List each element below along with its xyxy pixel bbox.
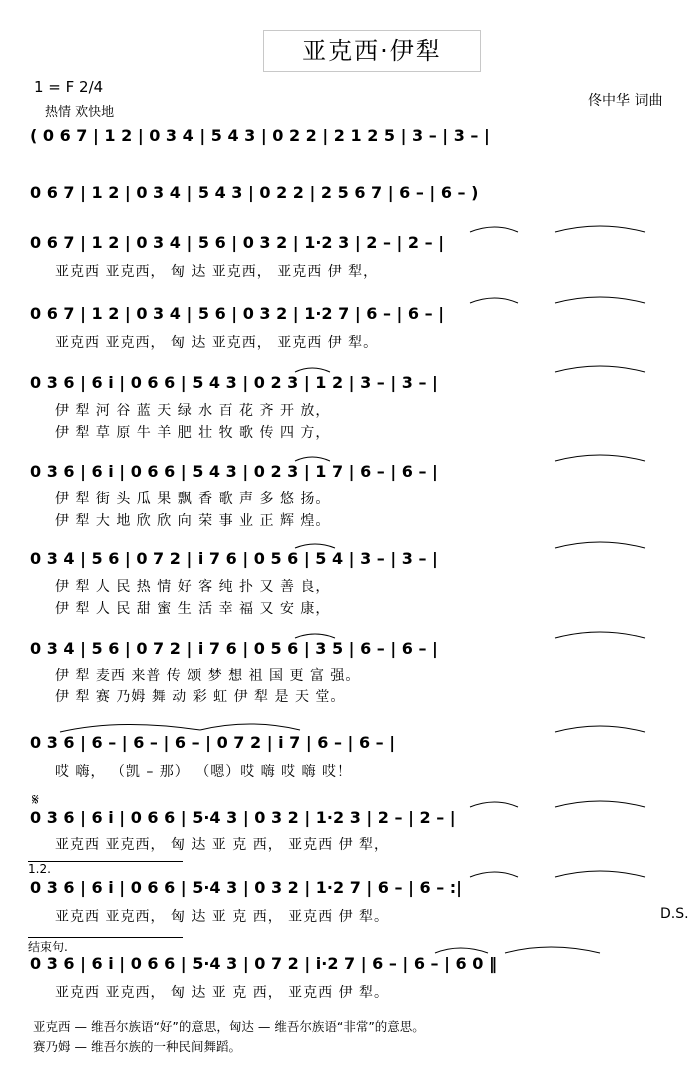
lyric-line: 伊 犁 河 谷 蓝 天 绿 水 百 花 齐 开 放， <box>55 403 331 419</box>
slur-arc <box>555 871 645 877</box>
slur-arc <box>295 544 335 548</box>
slur-arc <box>555 632 645 638</box>
slur-arc <box>555 726 645 732</box>
slur-arc <box>555 226 645 232</box>
ending-label: 1.2. <box>28 861 183 876</box>
notation-line: 0 6 7 | 1 2 | 0 3 4 | 5 4 3 | 0 2 2 | 2 5 6 7 | 6 – | 6 – ) <box>30 183 479 202</box>
slur-arc <box>470 298 518 303</box>
tempo-mark: 热情 欢快地 <box>45 105 115 120</box>
segno-sign: 𝄋 <box>32 790 39 809</box>
lyric-line: 哎 嗨， （凯 – 那） （嗯）哎 嗨 哎 嗨 哎！ <box>55 764 353 780</box>
footnote-1: 亚克西 — 维吾尔族语“好”的意思，匈达 — 维吾尔族语“非常”的意思。 <box>33 1019 425 1034</box>
slur-arc <box>555 297 645 303</box>
slur-arc <box>295 368 330 372</box>
key-signature: 1 = F 2/4 <box>34 78 104 96</box>
notation-line: 0 3 4 | 5 6 | 0 7 2 | i 7 6 | 0 5 6 | 3 5 | 6 – | 6 – | <box>30 639 438 658</box>
lyric-line: 亚克西 亚克西， 匈 达 亚克西， 亚克西 伊 犁， <box>55 264 379 280</box>
lyric-line: 伊 犁 麦西 来普 传 颂 梦 想 祖 国 更 富 强。 <box>55 668 361 684</box>
page-title: 亚克西·伊犁 <box>263 30 481 72</box>
lyric-line: 亚克西 亚克西， 匈 达 亚 克 西， 亚克西 伊 犁。 <box>55 985 390 1001</box>
author-credit: 佟中华 词曲 <box>588 93 663 109</box>
slur-arc <box>200 724 300 730</box>
notation-line: 0 3 6 | 6 i | 0 6 6 | 5 4 3 | 0 2 3 | 1 7 | 6 – | 6 – | <box>30 462 438 481</box>
slur-arc <box>435 948 488 953</box>
notation-line: ( 0 6 7 | 1 2 | 0 3 4 | 5 4 3 | 0 2 2 | 2 1 2 5 | 3 – | 3 – | <box>30 126 490 145</box>
slur-arc <box>555 366 645 372</box>
lyric-line: 亚克西 亚克西， 匈 达 亚 克 西， 亚克西 伊 犁， <box>55 837 390 853</box>
slur-arc <box>505 947 600 953</box>
notation-line: 0 3 6 | 6 i | 0 6 6 | 5·4 3 | 0 3 2 | 1·2 3 | 2 – | 2 – | <box>30 808 456 827</box>
lyric-line: 亚克西 亚克西， 匈 达 亚克西， 亚克西 伊 犁。 <box>55 335 379 351</box>
footnote-2: 赛乃姆 — 维吾尔族的一种民间舞蹈。 <box>33 1039 241 1054</box>
notation-line: 0 3 6 | 6 i | 0 6 6 | 5 4 3 | 0 2 3 | 1 2 | 3 – | 3 – | <box>30 373 438 392</box>
ds-mark: D.S. <box>660 906 689 922</box>
notation-line: 0 3 6 | 6 i | 0 6 6 | 5·4 3 | 0 3 2 | 1·2 7 | 6 – | 6 – :| <box>30 878 463 897</box>
slur-arc <box>295 457 330 461</box>
notation-line: 0 3 6 | 6 – | 6 – | 6 – | 0 7 2 | i 7 | 6 – | 6 – | <box>30 733 396 752</box>
slur-arc <box>555 542 645 548</box>
slur-arc <box>295 634 335 638</box>
lyric-line: 伊 犁 人 民 甜 蜜 生 活 幸 福 又 安 康， <box>55 601 331 617</box>
lyric-line: 伊 犁 草 原 牛 羊 肥 壮 牧 歌 传 四 方， <box>55 425 331 441</box>
slur-arc <box>470 802 518 807</box>
notation-line: 0 6 7 | 1 2 | 0 3 4 | 5 6 | 0 3 2 | 1·2 7 | 6 – | 6 – | <box>30 304 445 323</box>
slur-arc <box>60 724 200 732</box>
slur-arc <box>470 872 518 877</box>
coda-label: 结束句. <box>28 937 183 955</box>
notation-line: 0 3 6 | 6 i | 0 6 6 | 5·4 3 | 0 7 2 | i·2 7 | 6 – | 6 – | 6 0 ‖ <box>30 954 497 973</box>
lyric-line: 伊 犁 大 地 欣 欣 向 荣 事 业 正 辉 煌。 <box>55 513 331 529</box>
notation-line: 0 3 4 | 5 6 | 0 7 2 | i 7 6 | 0 5 6 | 5 4 | 3 – | 3 – | <box>30 549 438 568</box>
slur-arc <box>470 227 518 232</box>
notation-line: 0 6 7 | 1 2 | 0 3 4 | 5 6 | 0 3 2 | 1·2 3 | 2 – | 2 – | <box>30 233 445 252</box>
slur-arc <box>555 801 645 807</box>
lyric-line: 伊 犁 街 头 瓜 果 飘 香 歌 声 多 悠 扬。 <box>55 491 331 507</box>
lyric-line: 伊 犁 赛 乃姆 舞 动 彩 虹 伊 犁 是 天 堂。 <box>55 689 346 705</box>
lyric-line: 伊 犁 人 民 热 情 好 客 纯 扑 又 善 良， <box>55 579 331 595</box>
lyric-line: 亚克西 亚克西， 匈 达 亚 克 西， 亚克西 伊 犁。 <box>55 909 390 925</box>
slur-arc <box>555 455 645 461</box>
